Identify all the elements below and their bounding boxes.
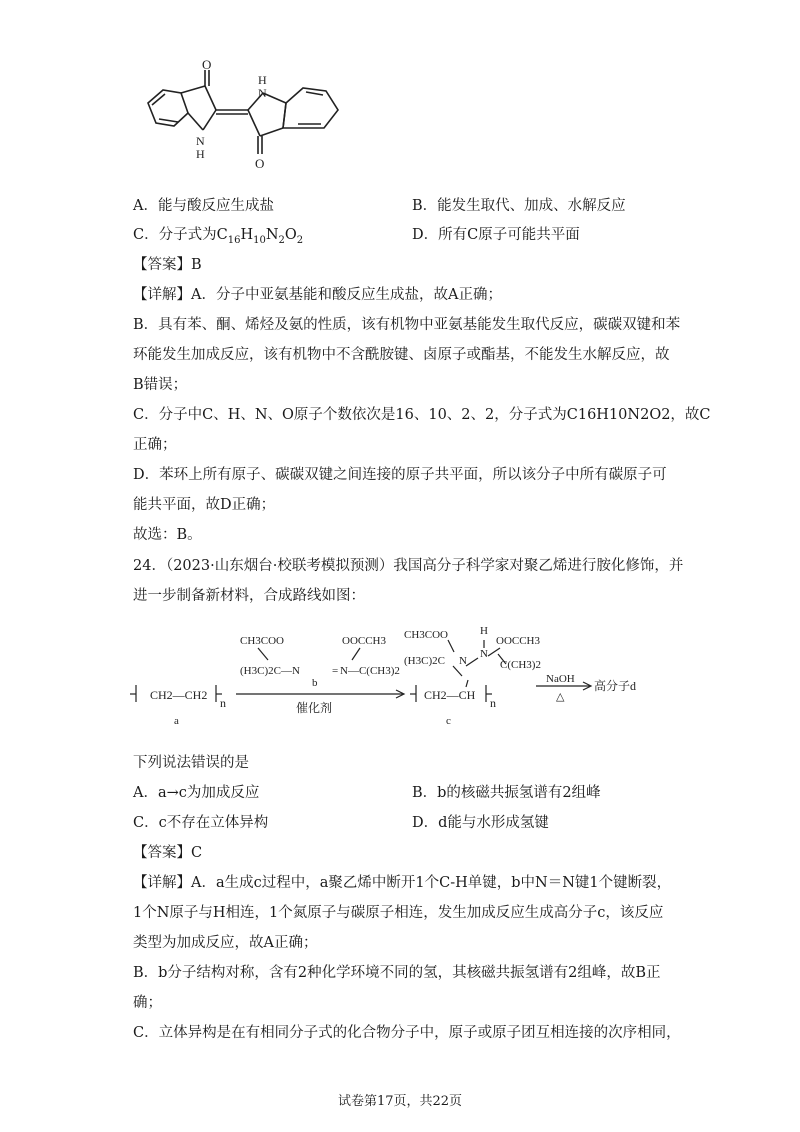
indigo-o-bottom: O xyxy=(255,156,265,171)
scheme-reagent-n-c: N—C(CH3)2 xyxy=(340,665,400,677)
q23-detail-line: 环能发生加成反应，该有机物中不含酰胺键、卤原子或酯基，不能发生水解反应，故 xyxy=(133,347,670,363)
scheme-prod-c: C(CH3)2 xyxy=(500,659,541,671)
q24-detail-line: 1个N原子与H相连，1个氮原子与碳原子相连，发生加成反应生成高分子c，该反应 xyxy=(133,905,664,921)
scheme-prod-n: n xyxy=(490,696,496,710)
scheme-reagent-h3c-n: (H3C)2C—N xyxy=(240,665,300,677)
indigo-o-top: O xyxy=(202,58,212,72)
scheme-reagent-ooc: OOCCH3 xyxy=(342,635,387,647)
scheme-product-d: 高分子d xyxy=(594,679,637,693)
scheme-prod-ch3coo: CH3COO xyxy=(404,629,449,641)
q23-detail-line: 正确； xyxy=(133,437,177,453)
q23-detail-line: B．具有苯、酮、烯烃及氨的性质，该有机物中亚氨基能发生取代反应，碳碳双键和苯 xyxy=(133,317,681,333)
scheme-naoh: NaOH xyxy=(546,673,575,685)
q23-detail-line: 能共平面，故D正确； xyxy=(133,497,276,513)
q24-option-c: C．c不存在立体异构 xyxy=(133,815,269,831)
q23-detail-line: D．苯环上所有原子、碳碳双键之间连接的原子共平面，所以该分子中所有碳原子可 xyxy=(133,467,667,483)
scheme-label-c: c xyxy=(446,715,451,727)
scheme-prod-n1: N xyxy=(459,655,467,667)
indigo-h-right: H xyxy=(258,73,267,87)
q23-option-c-formula: $C_{16}H_{10}N_2O_2$ xyxy=(216,227,304,246)
indigo-structure xyxy=(138,58,358,178)
scheme-catalyst: 催化剂 xyxy=(296,701,333,715)
scheme-reagent-ch3coo: CH3COO xyxy=(240,635,285,647)
q24-detail-line: C．立体异构是在有相同分子式的化合物分子中，原子或原子团互相连接的次序相同， xyxy=(133,1025,681,1041)
scheme-prod-ooc: OOCCH3 xyxy=(496,635,541,647)
indigo-n-left: N xyxy=(196,134,205,148)
scheme-prod-h: H xyxy=(480,625,488,637)
q23-option-a: A．能与酸反应生成盐 xyxy=(133,198,274,214)
scheme-n-subscript: n xyxy=(220,696,226,710)
scheme-delta: △ xyxy=(556,691,565,703)
scheme-reagent-double-bond: = xyxy=(332,665,339,677)
scheme-label-b: b xyxy=(312,677,318,689)
q24-detail-line: 类型为加成反应，故A正确； xyxy=(133,935,318,951)
q24-detail-line: B．b分子结构对称，含有2种化学环境不同的氢，其核磁共振氢谱有2组峰，故B正 xyxy=(133,965,661,981)
q24-detail-line: 【详解】A．a生成c过程中，a聚乙烯中断开1个C-H单键，b中N＝N键1个键断裂， xyxy=(133,875,672,891)
q23-option-b: B．能发生取代、加成、水解反应 xyxy=(412,198,626,214)
scheme-polyethylene: CH2—CH2 xyxy=(150,688,208,702)
indigo-n-right: N xyxy=(258,86,267,100)
scheme-prod-n2: N xyxy=(480,648,488,660)
scheme-prod-h3c: (H3C)2C xyxy=(404,655,445,667)
q23-detail-line: 故选：B。 xyxy=(133,527,202,543)
q23-detail-line: B错误； xyxy=(133,377,188,393)
q24-stem-line: 进一步制备新材料，合成路线如图： xyxy=(133,588,365,604)
q23-detail-line: 【详解】A．分子中亚氨基能和酸反应生成盐，故A正确； xyxy=(133,287,502,303)
q23-option-c-prefix: C．分子式为 xyxy=(133,227,217,243)
scheme-label-a: a xyxy=(174,715,179,727)
synthesis-scheme xyxy=(128,618,688,738)
q23-option-d: D．所有C原子可能共平面 xyxy=(412,227,580,243)
q24-option-d: D．d能与水形成氢键 xyxy=(412,815,549,831)
page-footer: 试卷第17页，共22页 xyxy=(337,1094,463,1109)
q24-detail-line: 确； xyxy=(133,995,162,1011)
q24-prompt: 下列说法错误的是 xyxy=(133,755,249,771)
q24-stem-line: 24．（2023·山东烟台·校联考模拟预测）我国高分子科学家对聚乙烯进行胺化修饰，并 xyxy=(133,558,684,574)
scheme-prod-chain: CH2—CH xyxy=(424,688,476,702)
q23-option-c xyxy=(133,225,303,251)
q24-answer: 【答案】C xyxy=(133,845,203,861)
q23-answer: 【答案】B xyxy=(133,257,202,273)
q24-option-b: B．b的核磁共振氢谱有2组峰 xyxy=(412,785,601,801)
q23-detail-line: C．分子中C、H、N、O原子个数依次是16、10、2、2，分子式为C16H10N2O2，故C xyxy=(133,407,711,423)
indigo-h-left: H xyxy=(196,147,205,161)
q24-option-a: A．a→c为加成反应 xyxy=(133,785,260,801)
